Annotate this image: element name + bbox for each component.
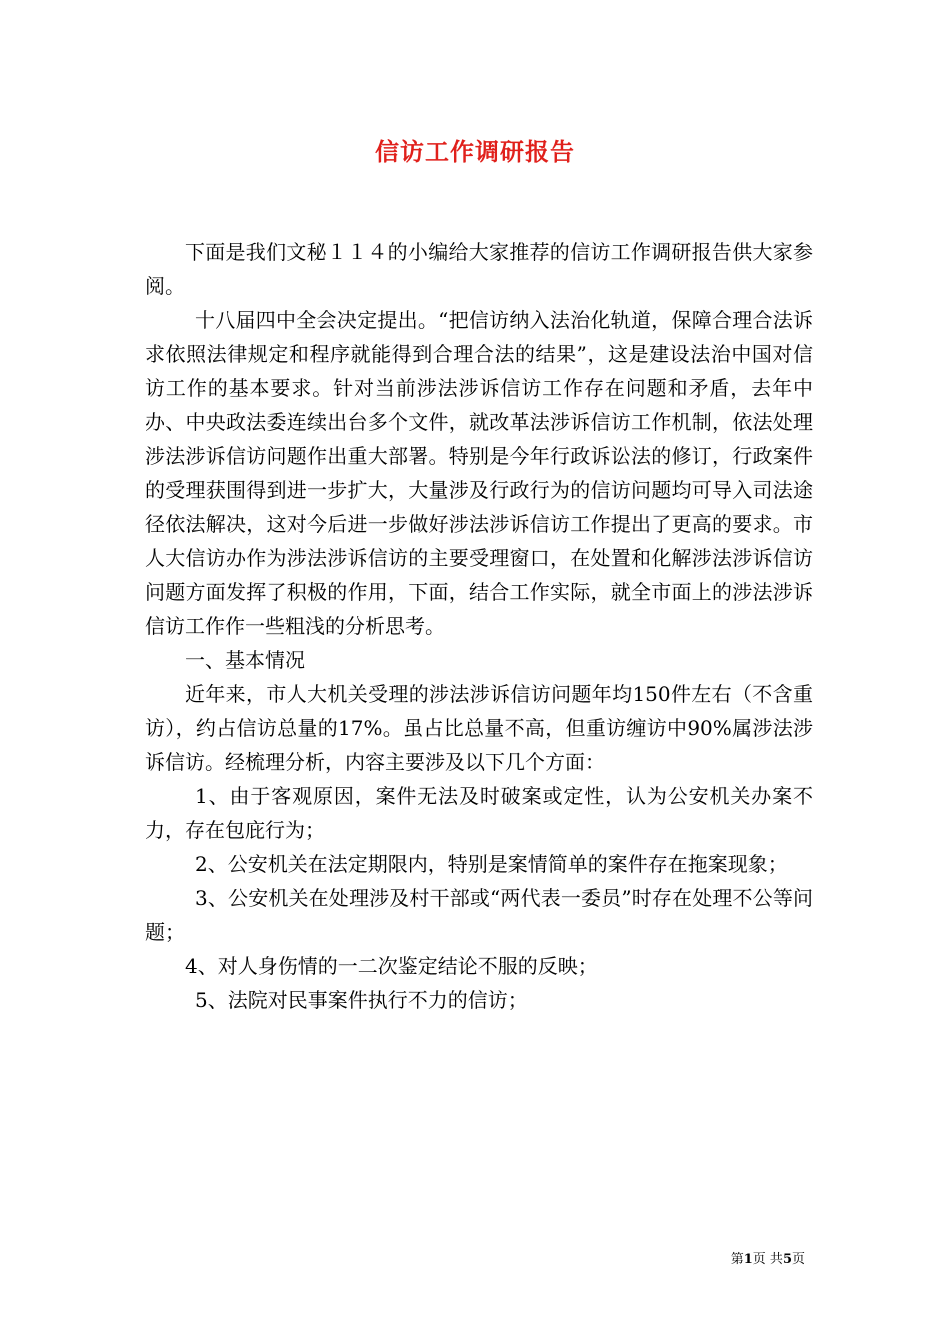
document-body xyxy=(145,235,813,1017)
footer-current-page: 1 xyxy=(743,1252,753,1267)
list-item-4: 4、对人身伤情的一二次鉴定结论不服的反映； xyxy=(185,954,598,978)
section-heading-basic-situation: 一、基本情况 xyxy=(185,648,305,672)
footer-middle: 页 共 xyxy=(752,1252,783,1267)
document-title: 信访工作调研报告 xyxy=(375,137,575,166)
footer-suffix: 页 xyxy=(791,1252,805,1267)
list-item-5: 5、法院对民事案件执行不力的信访； xyxy=(195,988,528,1012)
intro-paragraph: 下面是我们文秘１１４的小编给大家推荐的信访工作调研报告供大家参阅。 xyxy=(145,240,813,298)
list-item-2: 2、公安机关在法定期限内，特别是案情简单的案件存在拖案现象； xyxy=(195,852,788,876)
statistics-paragraph: 近年来，市人大机关受理的涉法涉诉信访问题年均150件左右（不含重访），约占信访总量的17%。虽占比总量不高，但重访缠访中90%属涉法涉诉信访。经梳理分析，内容主要涉及以下几个方面： xyxy=(145,682,813,774)
background-paragraph: 十八届四中全会决定提出。“把信访纳入法治化轨道，保障合理合法诉求依照法律规定和程序就能得到合理合法的结果”，这是建设法治中国对信访工作的基本要求。针对当前涉法涉诉信访工作存在问题和矛盾，去年中办、中央政法委连续出台多个文件，就改革法涉诉信访工作机制，依法处理涉法涉诉信访问题作出重大部署。特别是今年行政诉讼法的修订，行政案件的受理获围得到进一步扩大，大量涉及行政行为的信访问题均可导入司法途径依法解决，这对今后进一步做好涉法涉诉信访工作提出了更高的要求。市人大信访办作为涉法涉诉信访的主要受理窗口，在处置和化解涉法涉诉信访问题方面发挥了积极的作用，下面，结合工作实际，就全市面上的涉法涉诉信访工作作一些粗浅的分析思考。 xyxy=(145,308,813,638)
list-item-3: 3、公安机关在处理涉及村干部或“两代表一委员”时存在处理不公等问题； xyxy=(145,886,813,944)
list-item-1: 1、由于客观原因，案件无法及时破案或定性，认为公安机关办案不力，存在包庇行为； xyxy=(145,784,813,842)
footer-total-pages: 5 xyxy=(782,1252,792,1267)
footer-prefix: 第 xyxy=(730,1252,744,1267)
page-number-footer xyxy=(731,1248,805,1267)
